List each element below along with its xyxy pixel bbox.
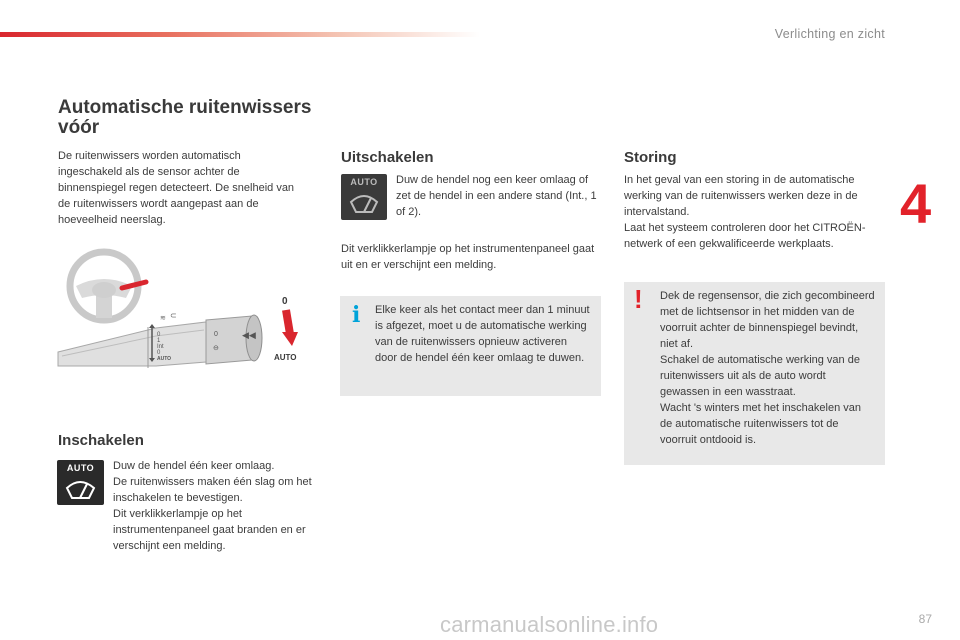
storing-text: In het geval van een storing in de automatische werking van de ruitenwissers werken deze in de intervalstand. Laat het systeem controleren door het CITROËN-netwerk of een gekwalificeerde werkplaats. [624,174,866,250]
info-note-panel [340,296,601,396]
svg-text:⊖: ⊖ [213,345,219,352]
auto-label: AUTO [66,463,95,473]
header-color-bar [0,32,480,37]
uitschakelen-text: Duw de hendel nog een keer omlaag of zet de hendel in een andere stand (Int., 1 of 2). [396,174,597,218]
info-text: Elke keer als het contact meer dan 1 minuut is afgezet, moet u de automatische werking van de ruitenwissers opnieuw activeren door de hendel één keer omlaag te duwen. [375,304,590,364]
intro-paragraph: De ruitenwissers worden automatisch ingeschakeld als de sensor achter de binnenspiegel regen detecteert. De snelheid van de ruitenwissers wordt aangepast aan de hoeveelheid neerslag. [58,150,295,226]
svg-text:0: 0 [282,296,288,307]
auto-label-off: AUTO [350,177,378,187]
auto-wiper-indicator-icon [57,460,104,505]
section-title: Verlichting en zicht [774,27,885,41]
svg-text:≋: ≋ [160,315,166,322]
inschakelen-heading: Inschakelen [58,432,144,449]
watermark: carmanualsonline.info [440,612,659,637]
info-icon: i [352,302,361,328]
page-title: Automatische ruitenwissers vóór [58,97,312,138]
stalk-position-1: 1 [157,338,161,344]
warning-note-panel [624,282,885,465]
svg-text:0: 0 [214,331,218,338]
svg-text:◀◀: ◀◀ [242,330,256,340]
uitschakelen-text2: Dit verklikkerlampje op het instrumentenpaneel gaat uit en er verschijnt een melding. [341,243,595,271]
warning-text: Dek de regensensor, die zich gecombineerd met de lichtsensor in het midden van de voorruit achter de binnenspiegel bevindt, niet af. Schakel de automatische werking van de ruitenwissers uit als de auto wordt gewassen in een wasstraat. Wacht 's winters met het inschakelen van de automatische ruitenwissers tot de voorruit ontdooid is. [660,290,875,446]
warning-icon: ! [634,284,643,314]
auto-wiper-off-icon [341,174,387,220]
page-number: 87 [918,612,932,626]
inschakelen-text: Duw de hendel één keer omlaag. De ruitenwissers maken één slag om het inschakelen te bevestigen. Dit verklikkerlampje op het instrumentenpaneel gaat branden en er verschijnt een melding. [113,460,312,552]
uitschakelen-heading: Uitschakelen [341,149,434,166]
stalk-location-pointer [122,282,146,288]
stalk-position-0: 0 [157,332,161,338]
stalk-position-int: Int [157,344,164,350]
stalk-position-auto: AUTO [157,356,172,362]
rotate-down-arrow-icon [274,296,298,362]
stalk-position-0b: 0 [157,350,161,356]
svg-text:AUTO: AUTO [274,353,297,362]
chapter-number: 4 [900,172,932,235]
wiper-stalk-illustration [56,248,316,388]
svg-text:⊂: ⊂ [170,311,177,320]
storing-heading: Storing [624,149,677,166]
